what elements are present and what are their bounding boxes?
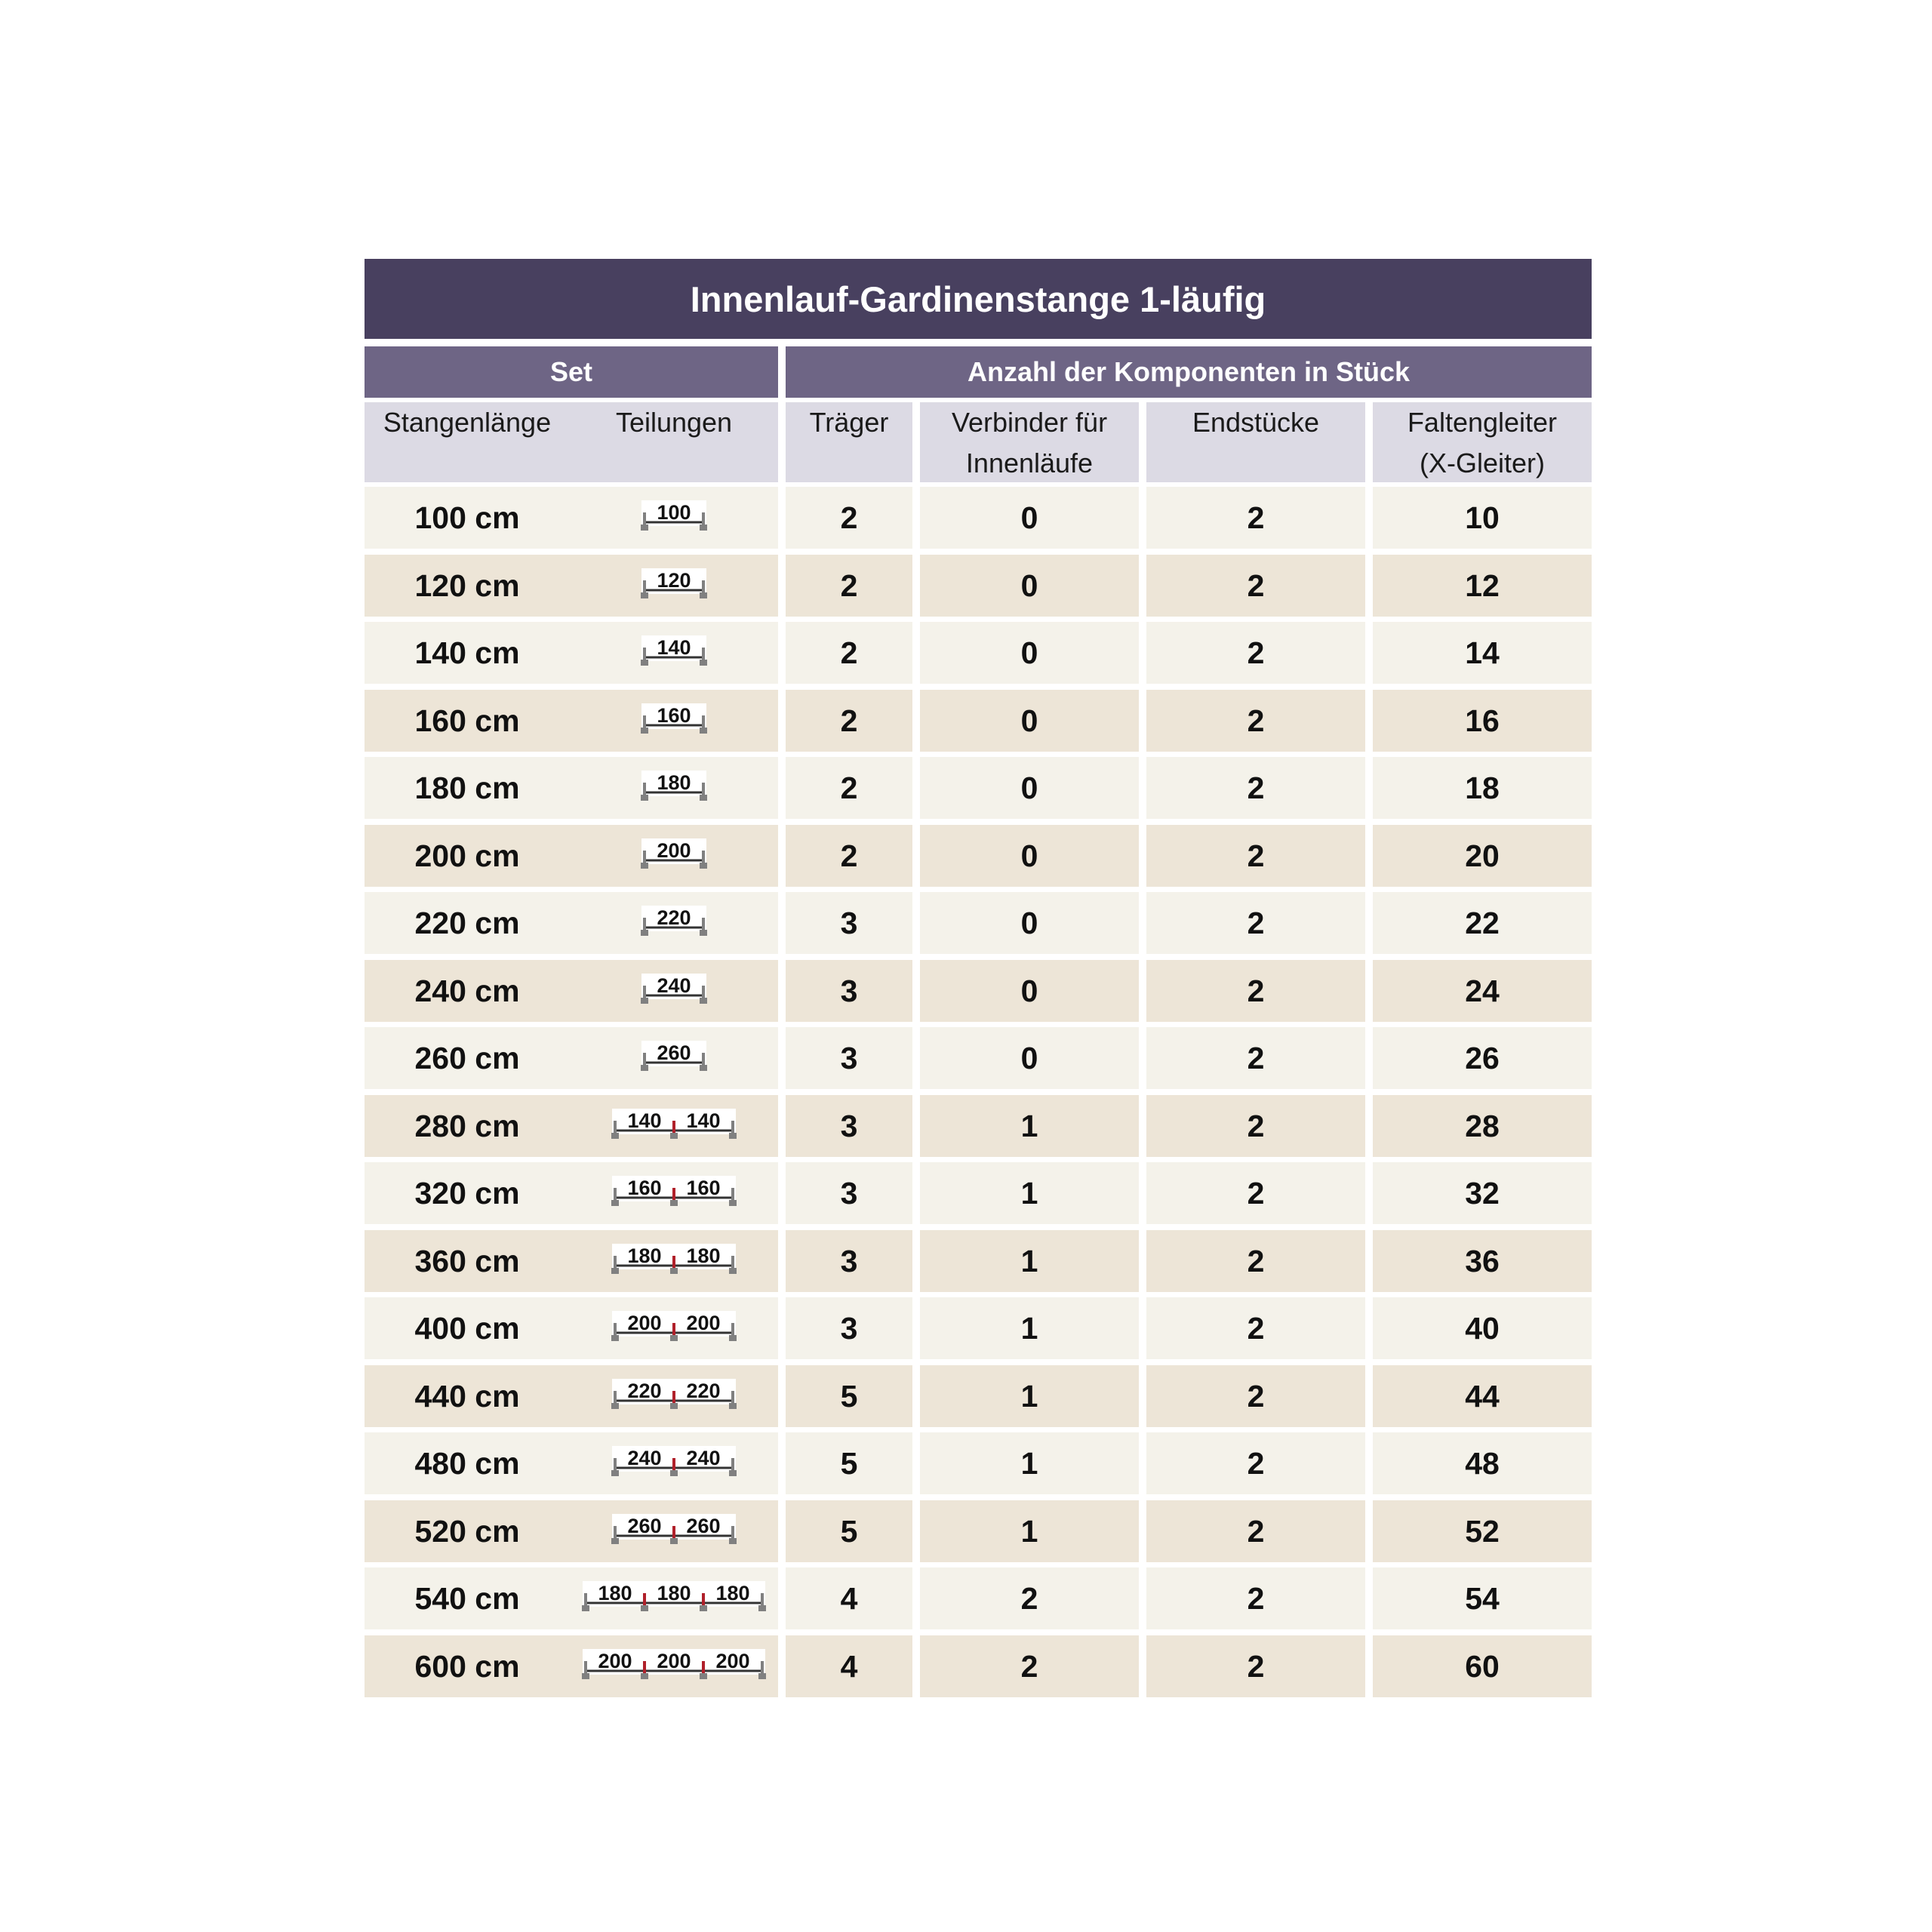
carrier-mark	[700, 1065, 707, 1071]
gliders-cell: 40	[1373, 1297, 1592, 1359]
segment-label: 100	[657, 501, 691, 524]
carriers-cell: 5	[786, 1500, 912, 1562]
carrier-mark	[700, 795, 707, 801]
set-cell	[365, 622, 778, 684]
division-svg	[570, 1162, 778, 1224]
endcaps-cell: 2	[1146, 555, 1365, 617]
group-header-components: Anzahl der Komponenten in Stück	[786, 346, 1592, 398]
set-cell	[365, 1027, 778, 1089]
table-row	[365, 1635, 1592, 1697]
carriers-cell: 3	[786, 1297, 912, 1359]
endcaps-cell: 2	[1146, 1365, 1365, 1427]
table-row	[365, 1365, 1592, 1427]
header-carriers	[786, 402, 912, 482]
division-svg	[570, 1500, 778, 1562]
endcaps-cell: 2	[1146, 757, 1365, 819]
carrier-mark	[670, 1268, 678, 1274]
division-svg	[570, 1095, 778, 1157]
division-diagram	[570, 1297, 778, 1359]
connectors-cell: 2	[920, 1567, 1139, 1629]
gliders-cell: 26	[1373, 1027, 1592, 1089]
set-cell	[365, 757, 778, 819]
carrier-mark	[641, 660, 648, 666]
gliders-cell: 36	[1373, 1230, 1592, 1292]
rod-length: 600 cm	[414, 1649, 520, 1684]
endcaps-cell: 2	[1146, 1635, 1365, 1697]
carrier-mark	[700, 930, 707, 936]
header-divisions: Teilungen	[615, 407, 733, 438]
group-header-set: Set	[365, 346, 778, 398]
set-cell	[365, 960, 778, 1022]
segment-label: 180	[686, 1244, 721, 1267]
carrier-mark	[700, 863, 707, 869]
segment-label: 240	[657, 974, 691, 997]
segment-label: 200	[715, 1650, 750, 1672]
connectors-cell: 0	[920, 487, 1139, 549]
carrier-mark	[582, 1605, 589, 1611]
header-gliders-line1: Faltengleiter	[1407, 407, 1558, 438]
set-cell	[365, 1297, 778, 1359]
division-diagram	[570, 1432, 778, 1494]
gliders-cell: 20	[1373, 825, 1592, 887]
division-svg	[570, 1365, 778, 1427]
carrier-mark	[670, 1200, 678, 1206]
segment-label: 180	[657, 1582, 691, 1604]
segment-label: 160	[657, 704, 691, 727]
segment-label: 260	[686, 1515, 721, 1537]
endcaps-cell: 2	[1146, 1297, 1365, 1359]
rod-length: 100 cm	[414, 500, 520, 535]
carrier-mark	[641, 1673, 648, 1679]
segment-label: 200	[598, 1650, 632, 1672]
carrier-mark	[700, 525, 707, 531]
connectors-cell: 2	[920, 1635, 1139, 1697]
division-svg	[570, 555, 778, 617]
segment-label: 140	[657, 636, 691, 659]
set-cell	[365, 1500, 778, 1562]
header-connectors-line2: Innenläufe	[965, 448, 1094, 478]
rod-length: 280 cm	[414, 1109, 520, 1143]
connectors-cell: 0	[920, 1027, 1139, 1089]
endcaps-cell: 2	[1146, 825, 1365, 887]
rod-length: 200 cm	[414, 838, 520, 873]
segment-label: 220	[686, 1380, 721, 1402]
connectors-cell: 1	[920, 1365, 1139, 1427]
segment-label: 220	[627, 1380, 662, 1402]
segment-label: 200	[627, 1312, 662, 1334]
set-cell	[365, 825, 778, 887]
carrier-mark	[700, 592, 707, 598]
table-row	[365, 960, 1592, 1022]
table-row	[365, 1095, 1592, 1157]
carrier-mark	[641, 998, 648, 1004]
header-length: Stangenlänge	[383, 407, 552, 438]
division-diagram	[570, 622, 778, 684]
segment-label: 120	[657, 569, 691, 592]
carrier-mark	[641, 795, 648, 801]
segment-label: 200	[686, 1312, 721, 1334]
division-diagram	[570, 1095, 778, 1157]
division-diagram	[570, 757, 778, 819]
table-row	[365, 1567, 1592, 1629]
gliders-cell: 22	[1373, 892, 1592, 954]
header-gliders-line2: (X-Gleiter)	[1419, 448, 1545, 478]
carrier-mark	[670, 1133, 678, 1139]
carrier-mark	[700, 660, 707, 666]
set-cell	[365, 1432, 778, 1494]
set-cell	[365, 892, 778, 954]
segment-label: 240	[686, 1447, 721, 1469]
division-svg	[570, 1230, 778, 1292]
carriers-cell: 3	[786, 1162, 912, 1224]
segment-label: 140	[686, 1109, 721, 1132]
division-svg	[570, 825, 778, 887]
gliders-cell: 24	[1373, 960, 1592, 1022]
rod-length: 320 cm	[414, 1176, 520, 1211]
carriers-cell: 4	[786, 1635, 912, 1697]
header-carriers-label: Träger	[809, 407, 889, 438]
gliders-cell: 16	[1373, 690, 1592, 752]
carrier-mark	[641, 1065, 648, 1071]
segment-label: 240	[627, 1447, 662, 1469]
rod-length: 540 cm	[414, 1581, 520, 1616]
rod-length: 180 cm	[414, 771, 520, 805]
carrier-mark	[700, 1673, 707, 1679]
carriers-cell: 3	[786, 1095, 912, 1157]
gliders-cell: 12	[1373, 555, 1592, 617]
set-cell	[365, 1567, 778, 1629]
carriers-cell: 5	[786, 1365, 912, 1427]
table-title: Innenlauf-Gardinenstange 1-läufig	[365, 259, 1592, 339]
gliders-cell: 44	[1373, 1365, 1592, 1427]
header-endcaps	[1146, 402, 1365, 482]
connectors-cell: 0	[920, 757, 1139, 819]
endcaps-cell: 2	[1146, 1567, 1365, 1629]
endcaps-cell: 2	[1146, 960, 1365, 1022]
carrier-mark	[758, 1605, 766, 1611]
carriers-cell: 3	[786, 892, 912, 954]
table-row	[365, 487, 1592, 549]
table-row	[365, 1297, 1592, 1359]
segment-label: 260	[627, 1515, 662, 1537]
gliders-cell: 60	[1373, 1635, 1592, 1697]
table-row	[365, 622, 1592, 684]
division-diagram	[570, 1500, 778, 1562]
division-svg	[570, 960, 778, 1022]
table-row	[365, 1027, 1592, 1089]
set-cell	[365, 1230, 778, 1292]
carrier-mark	[729, 1403, 737, 1409]
endcaps-cell: 2	[1146, 1162, 1365, 1224]
rod-length: 240 cm	[414, 974, 520, 1008]
set-cell	[365, 1162, 778, 1224]
division-svg	[570, 1432, 778, 1494]
set-cell	[365, 1365, 778, 1427]
set-cell	[365, 690, 778, 752]
header-endcaps-label: Endstücke	[1192, 407, 1320, 438]
endcaps-cell: 2	[1146, 487, 1365, 549]
endcaps-cell: 2	[1146, 1027, 1365, 1089]
endcaps-cell: 2	[1146, 690, 1365, 752]
carrier-mark	[611, 1268, 619, 1274]
rod-length: 160 cm	[414, 703, 520, 738]
division-svg	[570, 622, 778, 684]
division-diagram	[570, 690, 778, 752]
division-svg	[570, 1027, 778, 1089]
division-svg	[570, 690, 778, 752]
table-row	[365, 690, 1592, 752]
set-cell	[365, 555, 778, 617]
carriers-cell: 3	[786, 1230, 912, 1292]
table-row	[365, 1500, 1592, 1562]
rod-length: 220 cm	[414, 906, 520, 940]
carrier-mark	[611, 1403, 619, 1409]
segment-label: 180	[715, 1582, 750, 1604]
division-svg	[570, 757, 778, 819]
endcaps-cell: 2	[1146, 1500, 1365, 1562]
table-row	[365, 555, 1592, 617]
table-row	[365, 892, 1592, 954]
carrier-mark	[729, 1200, 737, 1206]
carriers-cell: 4	[786, 1567, 912, 1629]
segment-label: 180	[627, 1244, 662, 1267]
carrier-mark	[700, 1605, 707, 1611]
connectors-cell: 0	[920, 555, 1139, 617]
carriers-cell: 2	[786, 555, 912, 617]
carrier-mark	[700, 998, 707, 1004]
connectors-cell: 1	[920, 1297, 1139, 1359]
carrier-mark	[611, 1200, 619, 1206]
division-diagram	[570, 892, 778, 954]
carrier-mark	[729, 1335, 737, 1341]
connectors-cell: 0	[920, 690, 1139, 752]
division-diagram	[570, 1365, 778, 1427]
division-diagram	[570, 825, 778, 887]
connectors-cell: 1	[920, 1095, 1139, 1157]
carrier-mark	[729, 1470, 737, 1476]
carrier-mark	[641, 930, 648, 936]
rod-length: 480 cm	[414, 1446, 520, 1481]
carrier-mark	[641, 728, 648, 734]
header-gliders	[1373, 402, 1592, 482]
carriers-cell: 3	[786, 960, 912, 1022]
division-diagram	[570, 1567, 778, 1629]
carrier-mark	[611, 1335, 619, 1341]
carrier-mark	[670, 1538, 678, 1544]
division-diagram	[570, 1162, 778, 1224]
rod-length: 400 cm	[414, 1311, 520, 1346]
carrier-mark	[641, 863, 648, 869]
gliders-cell: 54	[1373, 1567, 1592, 1629]
connectors-cell: 0	[920, 892, 1139, 954]
carrier-mark	[729, 1538, 737, 1544]
division-svg	[570, 1567, 778, 1629]
carrier-mark	[670, 1335, 678, 1341]
connectors-cell: 1	[920, 1230, 1139, 1292]
rod-length: 140 cm	[414, 635, 520, 670]
table-row	[365, 1230, 1592, 1292]
rod-length: 360 cm	[414, 1244, 520, 1278]
carrier-mark	[582, 1673, 589, 1679]
carrier-mark	[641, 1605, 648, 1611]
segment-label: 180	[657, 771, 691, 794]
connectors-cell: 1	[920, 1432, 1139, 1494]
segment-label: 200	[657, 1650, 691, 1672]
gliders-cell: 10	[1373, 487, 1592, 549]
endcaps-cell: 2	[1146, 1432, 1365, 1494]
endcaps-cell: 2	[1146, 892, 1365, 954]
carrier-mark	[758, 1673, 766, 1679]
carrier-mark	[611, 1133, 619, 1139]
division-diagram	[570, 1230, 778, 1292]
division-svg	[570, 1297, 778, 1359]
table-row	[365, 1432, 1592, 1494]
set-cell	[365, 1635, 778, 1697]
carrier-mark	[641, 525, 648, 531]
carrier-mark	[611, 1470, 619, 1476]
connectors-cell: 1	[920, 1500, 1139, 1562]
carriers-cell: 3	[786, 1027, 912, 1089]
connectors-cell: 0	[920, 825, 1139, 887]
connectors-cell: 0	[920, 960, 1139, 1022]
header-connectors-line1: Verbinder für	[951, 407, 1108, 438]
header-connectors	[920, 402, 1139, 482]
table-row	[365, 825, 1592, 887]
division-diagram	[570, 960, 778, 1022]
carrier-mark	[670, 1470, 678, 1476]
segment-label: 160	[627, 1177, 662, 1199]
column-header-set	[365, 402, 778, 482]
gliders-cell: 18	[1373, 757, 1592, 819]
rod-length: 260 cm	[414, 1041, 520, 1075]
carrier-mark	[700, 728, 707, 734]
carriers-cell: 2	[786, 690, 912, 752]
segment-label: 260	[657, 1041, 691, 1064]
carriers-cell: 5	[786, 1432, 912, 1494]
connectors-cell: 1	[920, 1162, 1139, 1224]
connectors-cell: 0	[920, 622, 1139, 684]
gliders-cell: 32	[1373, 1162, 1592, 1224]
division-svg	[570, 487, 778, 549]
carrier-mark	[611, 1538, 619, 1544]
division-diagram	[570, 1635, 778, 1697]
division-svg	[570, 1635, 778, 1697]
gliders-cell: 28	[1373, 1095, 1592, 1157]
carrier-mark	[729, 1133, 737, 1139]
gliders-cell: 48	[1373, 1432, 1592, 1494]
endcaps-cell: 2	[1146, 1095, 1365, 1157]
division-diagram	[570, 487, 778, 549]
table-row	[365, 1162, 1592, 1224]
division-diagram	[570, 1027, 778, 1089]
segment-label: 200	[657, 839, 691, 862]
carriers-cell: 2	[786, 622, 912, 684]
rod-length: 440 cm	[414, 1379, 520, 1414]
set-cell	[365, 487, 778, 549]
endcaps-cell: 2	[1146, 622, 1365, 684]
segment-label: 180	[598, 1582, 632, 1604]
endcaps-cell: 2	[1146, 1230, 1365, 1292]
carrier-mark	[641, 592, 648, 598]
division-svg	[570, 892, 778, 954]
table-row	[365, 757, 1592, 819]
carriers-cell: 2	[786, 757, 912, 819]
gliders-cell: 14	[1373, 622, 1592, 684]
gliders-cell: 52	[1373, 1500, 1592, 1562]
rod-length: 520 cm	[414, 1514, 520, 1549]
segment-label: 220	[657, 906, 691, 929]
carrier-mark	[729, 1268, 737, 1274]
carriers-cell: 2	[786, 825, 912, 887]
carriers-cell: 2	[786, 487, 912, 549]
segment-label: 140	[627, 1109, 662, 1132]
set-cell	[365, 1095, 778, 1157]
segment-label: 160	[686, 1177, 721, 1199]
carrier-mark	[670, 1403, 678, 1409]
rod-length: 120 cm	[414, 568, 520, 603]
division-diagram	[570, 555, 778, 617]
